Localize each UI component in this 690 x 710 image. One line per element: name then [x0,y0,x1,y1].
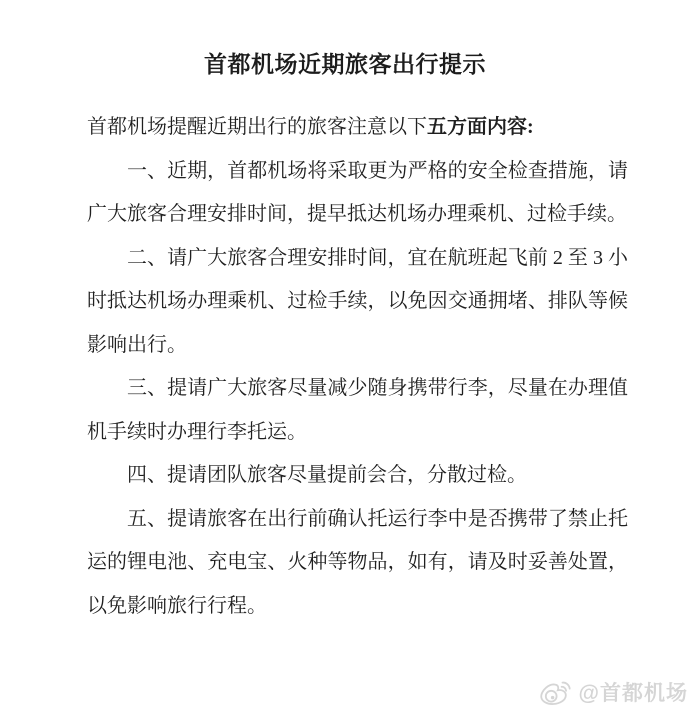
intro-normal-text: 首都机场提醒近期出行的旅客注意以下 [87,116,427,138]
text-line: 五、提请旅客在出行前确认托运行李中是否携带了禁止托 [127,507,628,530]
intro-bold-text: 五方面内容: [427,116,534,138]
text-line: 时抵达机场办理乘机、过检手续，以免因交通拥堵、排队等候 [87,290,628,312]
text-line: 影响出行。 [87,333,187,356]
watermark [538,677,688,707]
weibo-icon [538,677,574,707]
text-line: 运的锂电池、充电宝、火种等物品，如有，请及时妥善处置， [87,551,628,573]
document-body [87,106,628,628]
text-line: 一、近期，首都机场将采取更为严格的安全检查措施，请 [127,159,628,182]
text-line: 广大旅客合理安排时间，提早抵达机场办理乘机、过检手续。 [87,203,627,225]
text-line: 三、提请广大旅客尽量减少随身携带行李，尽量在办理值 [127,377,628,399]
text-line: 四、提请团队旅客尽量提前会合，分散过检。 [127,464,527,486]
watermark-handle: @首都机场 [578,682,688,705]
text-line: 以免影响旅行行程。 [87,594,267,617]
text-line: 二、请广大旅客合理安排时间，宜在航班起飞前 2 至 3 小 [127,246,628,269]
document-title: 首都机场近期旅客出行提示 [204,52,486,77]
intro-line [87,106,628,150]
text-line: 机手续时办理行李托运。 [87,420,307,443]
paragraphs [87,150,628,629]
